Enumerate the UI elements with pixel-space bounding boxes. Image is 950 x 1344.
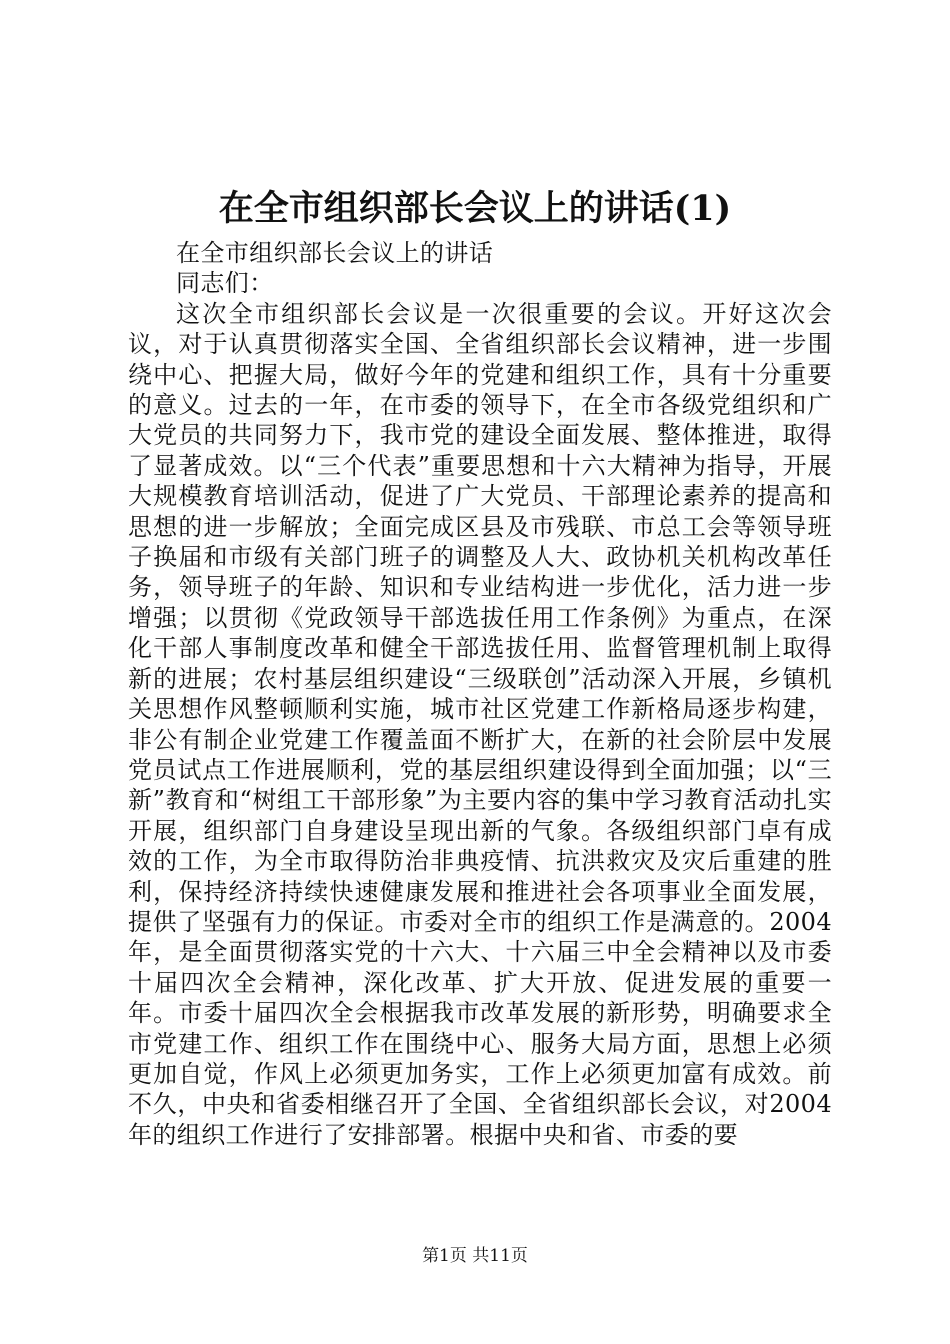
- body-paragraph: 这次全市组织部长会议是一次很重要的会议。开好这次会议，对于认真贯彻落实全国、全省组织部长会议精神，进一步围绕中心、把握大局，做好今年的党建和组织工作，具有十分重要的意义。过去的一年，在市委的领导下，在全市各级党组织和广大党员的共同努力下，我市党的建设全面发展、整体推进，取得了显著成效。以“三个代表”重要思想和十六大精神为指导，开展大规模教育培训活动，促进了广大党员、干部理论素养的提高和思想的进一步解放；全面完成区县及市残联、市总工会等领导班子换届和市级有关部门班子的调整及人大、政协机关机构改革任务，领导班子的年龄、知识和专业结构进一步优化，活力进一步增强；以贯彻《党政领导干部选拔任用工作条例》为重点，在深化干部人事制度改革和健全干部选拔任用、监督管理机制上取得新的进展；农村基层组织建设“三级联创”活动深入开展，乡镇机关思想作风整顿顺利实施，城市社区党建工作新格局逐步构建，非公有制企业党建工作覆盖面不断扩大，在新的社会阶层中发展党员试点工作进展顺利，党的基层组织建设得到全面加强；以“三新”教育和“树组工干部形象”为主要内容的集中学习教育活动扎实开展，组织部门自身建设呈现出新的气象。各级组织部门卓有成效的工作，为全市取得防治非典疫情、抗洪救灾及灾后重建的胜利，保持经济持续快速健康发展和推进社会各项事业全面发展，提供了坚强有力的保证。市委对全市的组织工作是满意的。2004年，是全面贯彻落实党的十六大、十六届三中全会精神以及市委十届四次全会精神，深化改革、扩大开放、促进发展的重要一年。市委十届四次全会根据我市改革发展的新形势，明确要求全市党建工作、组织工作在围绕中心、服务大局方面，思想上必须更加自觉，作风上必须更加务实，工作上必须更加富有成效。前不久，中央和省委相继召开了全国、全省组织部长会议，对2004年的组织工作进行了安排部署。根据中央和省、市委的要: [128, 299, 832, 1149]
- document-title: 在全市组织部长会议上的讲话(1): [218, 188, 732, 229]
- page-footer: 第1页 共11页: [422, 1246, 528, 1266]
- document-body: [128, 238, 832, 1150]
- subtitle-line: 在全市组织部长会议上的讲话: [176, 239, 494, 267]
- salutation-line: 同志们：: [176, 269, 274, 298]
